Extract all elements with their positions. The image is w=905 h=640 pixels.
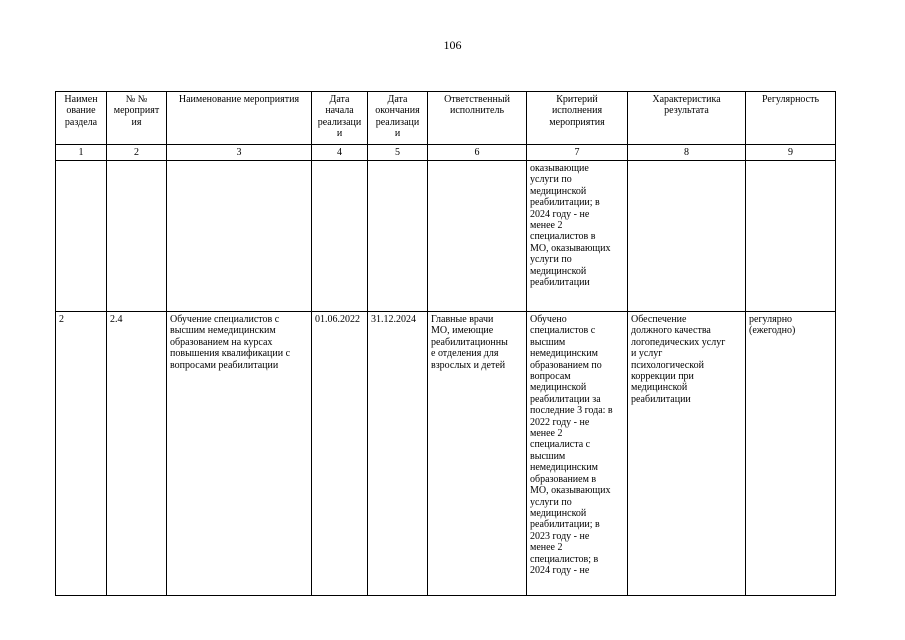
responsible-text: Главные врачи МО, имеющие реабилитационны е отделения для взрослых и детей bbox=[431, 314, 508, 371]
header-responsible-label: Ответственный исполнитель bbox=[444, 94, 510, 117]
header-end-date-label: Дата окончания реализаци и bbox=[375, 94, 420, 140]
result-cell bbox=[628, 312, 746, 596]
header-responsible bbox=[428, 92, 527, 145]
column-number: 1 bbox=[56, 145, 107, 161]
empty-cell bbox=[56, 161, 107, 312]
empty-cell bbox=[167, 161, 312, 312]
table-row bbox=[56, 312, 836, 596]
column-number: 8 bbox=[628, 145, 746, 161]
column-number: 5 bbox=[368, 145, 428, 161]
empty-cell bbox=[628, 161, 746, 312]
end-date-cell: 31.12.2024 bbox=[368, 312, 428, 596]
criterion-cell bbox=[527, 312, 628, 596]
activities-table bbox=[55, 91, 836, 596]
column-number: 7 bbox=[527, 145, 628, 161]
column-number: 6 bbox=[428, 145, 527, 161]
header-regularity bbox=[746, 92, 836, 145]
header-end-date bbox=[368, 92, 428, 145]
column-number: 2 bbox=[107, 145, 167, 161]
header-result bbox=[628, 92, 746, 145]
header-criterion bbox=[527, 92, 628, 145]
header-name bbox=[167, 92, 312, 145]
header-start-date-label: Дата начала реализаци и bbox=[317, 94, 362, 140]
empty-cell bbox=[746, 161, 836, 312]
header-name-label: Наименование мероприятия bbox=[178, 94, 300, 105]
number-cell: 2.4 bbox=[107, 312, 167, 596]
column-number: 4 bbox=[312, 145, 368, 161]
empty-cell bbox=[428, 161, 527, 312]
criterion-text: Обучено специалистов с высшим немедицинским образованием по вопросам медицинской реабилитации за последние 3 года: в 2022 году - не менее 2 специалиста с высшим немедицинским образованием в МО, оказывающих услуги по медицинской реабилитации; в 2023 году - не менее 2 специалистов; в 2024 году - не bbox=[530, 314, 613, 576]
regularity-text: регулярно (ежегодно) bbox=[749, 314, 796, 337]
header-number-label: № № мероприят ия bbox=[113, 94, 160, 128]
regularity-cell bbox=[746, 312, 836, 596]
header-section-label: Наимен ование раздела bbox=[64, 94, 98, 128]
criterion-continuation-text: оказывающие услуги по медицинской реабилитации; в 2024 году - не менее 2 специалистов в МО, оказывающих услуги по медицинской реабилитации bbox=[530, 163, 611, 289]
section-cell: 2 bbox=[56, 312, 107, 596]
column-number-row bbox=[56, 145, 836, 161]
column-number: 9 bbox=[746, 145, 836, 161]
responsible-cell bbox=[428, 312, 527, 596]
empty-cell bbox=[312, 161, 368, 312]
name-text: Обучение специалистов с высшим немедицинским образованием на курсах повышения квалификации с вопросами реабилитации bbox=[170, 314, 291, 371]
header-result-label: Характеристика результата bbox=[652, 94, 721, 117]
result-text: Обеспечение должного качества логопедических услуг и услуг психологической коррекции при медицинской реабилитации bbox=[631, 314, 726, 405]
empty-cell bbox=[368, 161, 428, 312]
start-date-cell: 01.06.2022 bbox=[312, 312, 368, 596]
header-start-date bbox=[312, 92, 368, 145]
table-row-continuation bbox=[56, 161, 836, 312]
header-regularity-label: Регулярность bbox=[761, 94, 820, 105]
criterion-continuation-cell bbox=[527, 161, 628, 312]
header-section bbox=[56, 92, 107, 145]
column-number: 3 bbox=[167, 145, 312, 161]
page-number: 106 bbox=[443, 38, 462, 52]
header-row bbox=[56, 92, 836, 145]
header-number bbox=[107, 92, 167, 145]
name-cell bbox=[167, 312, 312, 596]
empty-cell bbox=[107, 161, 167, 312]
header-criterion-label: Критерий исполнения мероприятия bbox=[549, 94, 605, 128]
